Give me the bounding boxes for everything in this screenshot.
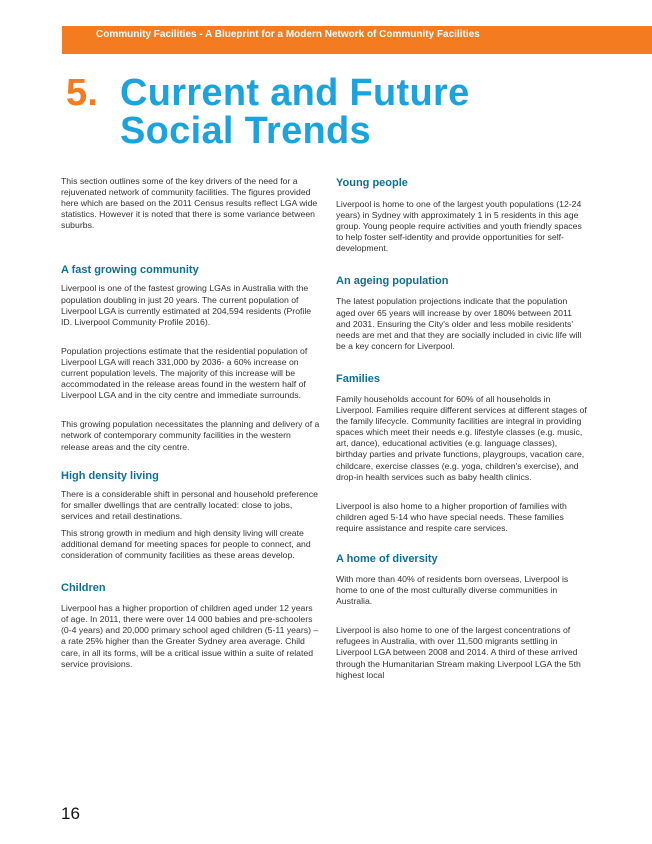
section-heading-children: Children bbox=[61, 582, 106, 595]
page-number: 16 bbox=[61, 804, 80, 823]
growing-paragraph-2: Population projections estimate that the residential population of Liverpool LGA will reach 331,000 by 2036- a 60% increase on current population levels. The majority of this increase will be accommodated in the release areas found in the western half of Liverpool LGA and in the city centre and immediate surrounds. bbox=[61, 345, 308, 401]
families-paragraph-1: Family households account for 60% of all households in Liverpool. Families require different services at different stages of the family lifecycle. Community facilities are integral in providing spaces which meet their needs e.g. lifestyle classes (e.g. music, art, dance), educational activities (e.g. language classes), birthday parties and private functions, playgroups, vacation care, childcare, exercise classes (e.g. yoga, children's exercise), and drop-in health services such as baby health clinics. bbox=[336, 393, 587, 482]
chapter-number: 5. bbox=[66, 72, 99, 114]
intro-paragraph: This section outlines some of the key drivers of the need for a rejuvenated network of community facilities. The figures provided here which are based on the 2011 Census results reflect LGA wide statistics. However it is noted that there is some variance between suburbs. bbox=[61, 176, 318, 231]
growing-paragraph-1: Liverpool is one of the fastest growing LGAs in Australia with the population doubling in just 20 years. The current population of Liverpool LGA is currently estimated at 204,594 residents (Profile ID. Liverpool Community Profile 2016). bbox=[61, 283, 312, 327]
right-column bbox=[336, 176, 588, 681]
section-heading-density: High density living bbox=[61, 469, 159, 482]
header-title: Community Facilities - A Blueprint for a Modern Network of Community Facilities bbox=[96, 29, 480, 40]
growing-paragraph-3: This growing population necessitates the planning and delivery of a network of contemporary community facilities in the western release areas and the city centre. bbox=[61, 419, 320, 452]
density-paragraph-1: There is a considerable shift in personal and household preference for smaller dwellings that are centrally located: close to jobs, services and retail destinations. bbox=[61, 488, 318, 521]
section-heading-young: Young people bbox=[336, 177, 408, 189]
chapter-title-line2: Social Trends bbox=[120, 110, 371, 152]
density-paragraph-2: This strong growth in medium and high density living will create additional demand for meeting spaces for people to connect, and consideration of community facilities as these areas develop. bbox=[61, 527, 311, 561]
young-paragraph-1: Liverpool is home to one of the largest youth populations (12-24 years) in Sydney with approximately 1 in 5 residents in this age group. Young people require activities and youth friendly spaces to help foster self-identity and provide opportunities for self-development. bbox=[336, 199, 582, 254]
header-bar bbox=[62, 26, 652, 54]
ageing-paragraph-1: The latest population projections indicate that the population aged over 65 years will increase by over 180% between 2011 and 2031. Ensuring the City's older and less mobile residents' needs are met and that they are socially included in civic life will be a key concern for Liverpool. bbox=[336, 296, 582, 351]
children-paragraph-1: Liverpool has a higher proportion of children aged under 12 years of age. In 2011, there were over 14 000 babies and pre-schoolers (0-4 years) and 20,000 primary school aged children (5-11 years) – a rate 25% higher than the Greater Sydney area average. Child care, in all its forms, will be a critical issue within a suite of related service provisions. bbox=[61, 603, 319, 669]
chapter-title-line1: Current and Future bbox=[120, 72, 470, 114]
left-column bbox=[61, 176, 321, 670]
section-heading-diversity: A home of diversity bbox=[336, 552, 438, 565]
diversity-paragraph-2: Liverpool is also home to one of the largest concentrations of refugees in Australia, with over 11,500 migrants settling in Liverpool LGA between 2008 and 2014. A third of these arrived through the Humanitarian Stream making Liverpool LGA the 5th highest local bbox=[336, 625, 581, 680]
section-heading-families: Families bbox=[336, 372, 381, 385]
diversity-paragraph-1: With more than 40% of residents born overseas, Liverpool is home to one of the most culturally diverse communities in Australia. bbox=[336, 573, 569, 607]
section-heading-ageing: An ageing population bbox=[336, 275, 449, 288]
chapter-title bbox=[120, 74, 580, 150]
section-heading-growing: A fast growing community bbox=[61, 264, 199, 277]
families-paragraph-2: Liverpool is also home to a higher proportion of families with children aged 5-14 who have special needs. These families require assistance and respite care services. bbox=[336, 500, 567, 533]
